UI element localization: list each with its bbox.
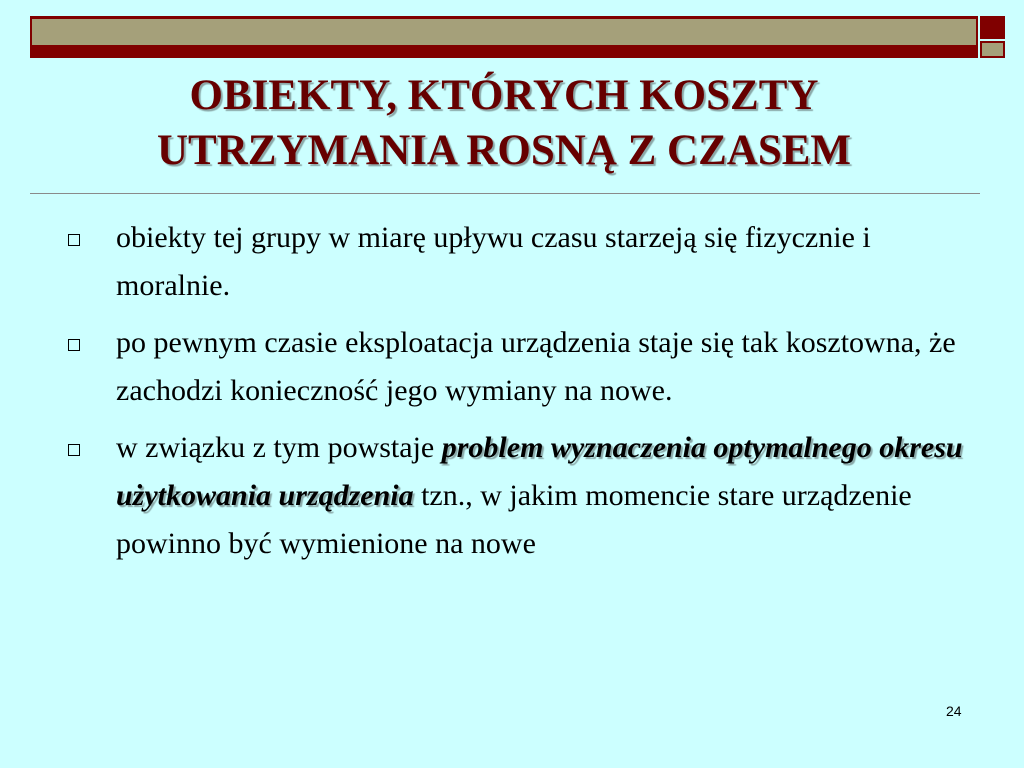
- bullet-item-3: [0, 424, 1024, 568]
- header-corner-block-top: [980, 16, 1005, 39]
- page-number: 24: [946, 703, 962, 719]
- bullet-text-3-emphasis: problem wyznaczenia optymalnego okresu użytkowania urządzenia: [116, 431, 963, 512]
- header-decoration-bar: [30, 16, 978, 58]
- bullet-text-3-end: tzn., w jakim momencie stare urządzenie powinno być wymienione na nowe: [116, 479, 912, 560]
- hollow-square-icon: [68, 444, 80, 456]
- hollow-square-icon: [68, 339, 80, 351]
- bullet-item-1: [0, 214, 1024, 310]
- header-decoration-bar-inner: [32, 19, 976, 45]
- header-corner-block-inner: [982, 43, 1003, 56]
- header-corner-block-bottom: [980, 41, 1005, 58]
- slide-title-line-2: UTRZYMANIA ROSNĄ Z CZASEM: [156, 127, 852, 174]
- slide-title-line-1: OBIEKTY, KTÓRYCH KOSZTY: [189, 72, 819, 119]
- bullet-text-2: po pewnym czasie eksploatacja urządzenia staje się tak kosztowna, że zachodzi konieczność jego wymiany na nowe.: [116, 326, 956, 407]
- slide-title: [30, 68, 978, 178]
- bullet-text-1: obiekty tej grupy w miarę upływu czasu starzeją się fizycznie i moralnie.: [116, 221, 871, 302]
- bullet-list: [0, 214, 1024, 577]
- bullet-text-3-start: w związku z tym powstaje: [116, 431, 442, 464]
- bullet-item-2: [0, 319, 1024, 415]
- hollow-square-icon: [68, 234, 80, 246]
- title-divider: [30, 193, 980, 194]
